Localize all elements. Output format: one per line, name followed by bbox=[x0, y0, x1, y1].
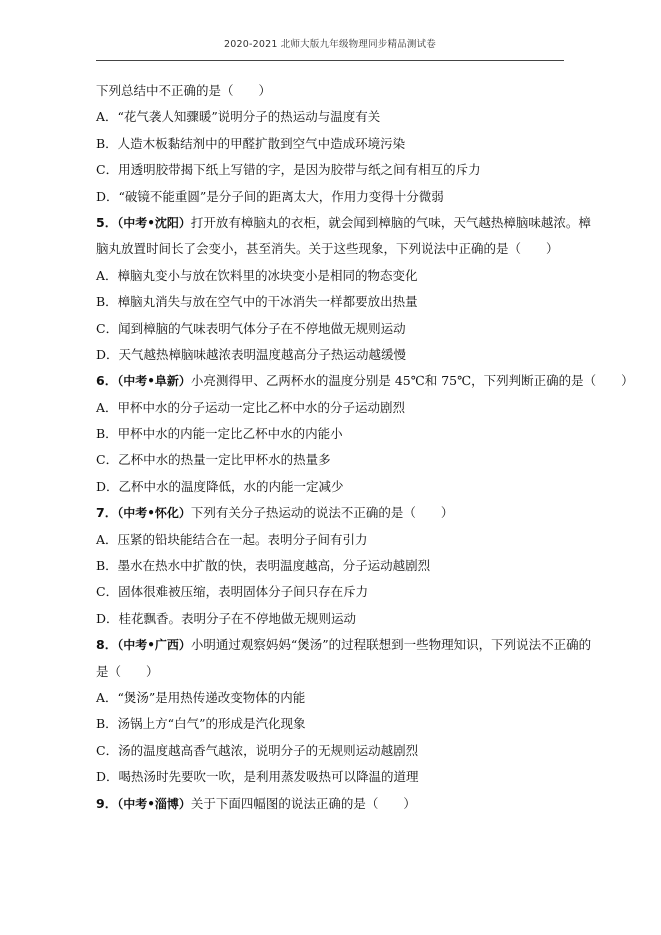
q7-stem bbox=[96, 500, 571, 526]
q4-option-a: A．“花气袭人知骤暖”说明分子的热运动与温度有关 bbox=[96, 109, 381, 125]
q6-option-d: D．乙杯中水的温度降低，水的内能一定减少 bbox=[96, 478, 344, 494]
q6-option-a: A．甲杯中水的分子运动一定比乙杯中水的分子运动剧烈 bbox=[96, 399, 406, 415]
question-list bbox=[96, 78, 634, 817]
q5-number: 5． bbox=[96, 214, 118, 230]
q4-option-d: D．“破镜不能重圆”是分子间的距离太大，作用力变得十分微弱 bbox=[96, 188, 444, 204]
q8-option-d: D．喝热汤时先要吹一吹，是利用蒸发吸热可以降温的道理 bbox=[96, 769, 419, 785]
q5-option-b: B．樟脑丸消失与放在空气中的干冰消失一样都要放出热量 bbox=[96, 294, 418, 310]
q9-source: （中考•淄博） bbox=[117, 796, 191, 811]
q8-stem-text: 小明通过观察妈妈“煲汤”的过程联想到一些物理知识，下列说法不正确的 bbox=[190, 637, 592, 653]
q4-stem: 下列总结中不正确的是（ ） bbox=[96, 83, 272, 98]
q4-option-b: B．人造木板黏结剂中的甲醛扩散到空气中造成环境污染 bbox=[96, 135, 406, 151]
q8-source: （中考•广西） bbox=[117, 638, 191, 653]
q5-stem-text: 打开放有樟脑丸的衣柜，就会闻到樟脑的气味，天气越热樟脑味越浓。樟 bbox=[190, 214, 591, 230]
q5-stem-line1 bbox=[96, 210, 591, 236]
q6-stem-text: 小亮测得甲、乙两杯水的温度分别是 45℃和 75℃，下列判断正确的是（ ） bbox=[190, 373, 634, 389]
page-header: 2020-2021 北师大版九年级物理同步精品测试卷 bbox=[223, 39, 436, 50]
q6-stem bbox=[96, 368, 634, 394]
q8-stem-line2: 是（ ） bbox=[96, 663, 159, 679]
q7-option-c: C．固体很难被压缩，表明固体分子间只存在斥力 bbox=[96, 584, 369, 600]
q7-option-d: D．桂花飘香。表明分子在不停地做无规则运动 bbox=[96, 610, 357, 626]
q9-stem-text: 关于下面四幅图的说法正确的是（ ） bbox=[190, 795, 416, 811]
q7-option-b: B．墨水在热水中扩散的快，表明温度越高，分子运动越剧烈 bbox=[96, 558, 431, 574]
q7-number: 7． bbox=[96, 505, 118, 521]
q6-option-b: B．甲杯中水的内能一定比乙杯中水的内能小 bbox=[96, 426, 343, 442]
q9-stem bbox=[96, 791, 571, 817]
q5-option-a: A．樟脑丸变小与放在饮料里的冰块变小是相同的物态变化 bbox=[96, 267, 418, 283]
q6-source: （中考•阜新） bbox=[117, 374, 191, 389]
q8-number: 8． bbox=[96, 637, 118, 653]
q6-option-c: C．乙杯中水的热量一定比甲杯水的热量多 bbox=[96, 452, 331, 468]
q8-option-c: C．汤的温度越高香气越浓，说明分子的无规则运动越剧烈 bbox=[96, 742, 419, 758]
q4-option-c: C．用透明胶带揭下纸上写错的字，是因为胶带与纸之间有相互的斥力 bbox=[96, 162, 481, 178]
q7-option-a: A．压紧的铅块能结合在一起。表明分子间有引力 bbox=[96, 531, 368, 547]
q5-source: （中考•沈阳） bbox=[117, 215, 191, 230]
q9-number: 9． bbox=[96, 795, 118, 811]
q5-option-c: C．闻到樟脑的气味表明气体分子在不停地做无规则运动 bbox=[96, 320, 406, 336]
q7-source: （中考•怀化） bbox=[117, 506, 191, 521]
q8-option-b: B．汤锅上方“白气”的形成是汽化现象 bbox=[96, 716, 306, 732]
q5-stem-line2: 脑丸放置时间长了会变小，甚至消失。关于这些现象，下列说法中正确的是（ ） bbox=[96, 241, 559, 257]
q8-stem-line1 bbox=[96, 632, 592, 658]
q7-stem-text: 下列有关分子热运动的说法不正确的是（ ） bbox=[190, 505, 454, 521]
q8-option-a: A．“煲汤”是用热传递改变物体的内能 bbox=[96, 689, 306, 705]
header-divider bbox=[96, 60, 564, 61]
q5-option-d: D．天气越热樟脑味越浓表明温度越高分子热运动越缓慢 bbox=[96, 346, 407, 362]
q6-number: 6． bbox=[96, 373, 118, 389]
